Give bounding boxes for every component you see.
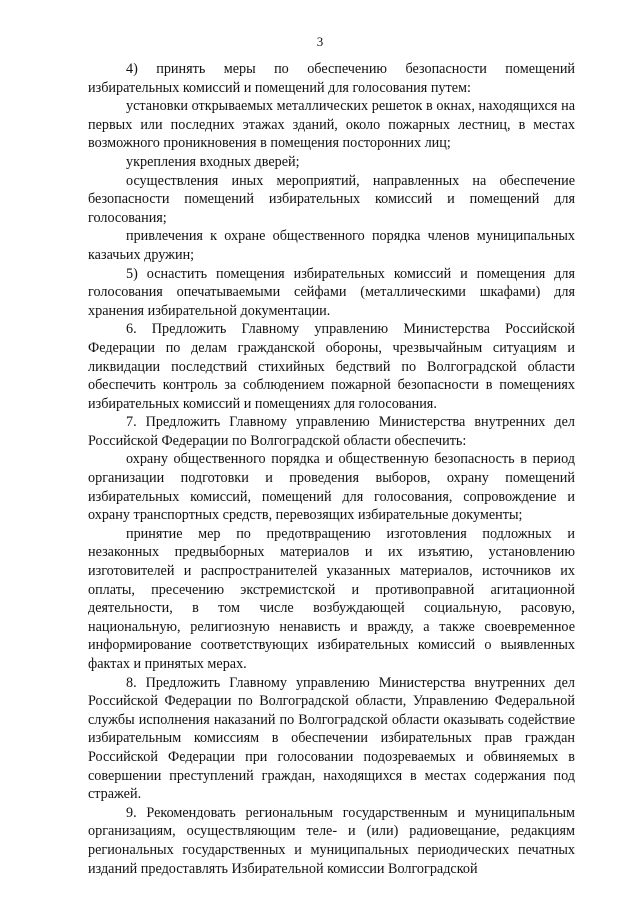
paragraph-item-5: 5) оснастить помещения избирательных комиссий и помещения для голосования опечатываемыми сейфами (металлическими шкафами) для хранения избирательной документации.	[88, 265, 575, 319]
paragraph-sub-window-bars: установки открываемых металлических решеток в окнах, находящихся на первых или последних этажах зданий, около пожарных лестниц, в местах возможного проникновения в помещения посторонних лиц;	[88, 98, 575, 152]
paragraph-sub-doors: укрепления входных дверей;	[126, 153, 300, 170]
paragraph-item-8: 8. Предложить Главному управлению Министерства внутренних дел Российской Федерации по Волгоградской области, Управлению Федеральной службы исполнения наказаний по Волгоградской области оказывать содействие избирательным комиссиям в обеспечении избирательных прав граждан Российской Федерации при голосовании подозреваемых и обвиняемых в совершении преступлений граждан, находящихся в местах содержания под стражей.	[88, 674, 575, 803]
paragraph-item-4: 4) принять меры по обеспечению безопасности помещений избирательных комиссий и помещений для голосования путем:	[88, 61, 575, 96]
paragraph-item-6: 6. Предложить Главному управлению Министерства Российской Федерации по делам гражданской обороны, чрезвычайным ситуациям и ликвидации последствий стихийных бедствий по Волгоградской области обеспечить контроль за соблюдением пожарной безопасности в помещениях избирательных комиссий и помещениях для голосования.	[88, 321, 575, 412]
paragraph-sub-public-order: охрану общественного порядка и общественную безопасность в период организации подготовки и проведения выборов, охрану помещений избирательных комиссий, помещений для голосования, сопровождение и охрану транспортных средств, перевозящих избирательные документы;	[88, 451, 575, 524]
page-number: 3	[316, 34, 324, 49]
document-body	[88, 60, 575, 878]
paragraph-item-7: 7. Предложить Главному управлению Министерства внутренних дел Российской Федерации по Волгоградской области обеспечить:	[88, 414, 575, 449]
paragraph-sub-cossack-squads: привлечения к охране общественного порядка членов муниципальных казачьих дружин;	[88, 228, 575, 263]
paragraph-sub-other-measures: осуществления иных мероприятий, направленных на обеспечение безопасности помещений избирательных комиссий и помещений для голосования;	[88, 172, 575, 226]
paragraph-sub-forged-materials: принятие мер по предотвращению изготовления подложных и незаконных предвыборных материалов и их изъятию, установлению изготовителей и распространителей указанных материалов, источников их оплаты, пресечению экстремистской и противоправной агитационной деятельности, в том числе возбуждающей социальную, расовую, национальную, религиозную ненависть и вражду, а также своевременное информирование соответствующих избирательных комиссий о выявленных фактах и принятых мерах.	[88, 525, 575, 672]
paragraph-item-9: 9. Рекомендовать региональным государственным и муниципальным организациям, осуществляющим теле- и (или) радиовещание, редакциям региональных государственных и муниципальных периодических печатных изданий предоставлять Избирательной комиссии Волгоградской	[88, 804, 575, 877]
